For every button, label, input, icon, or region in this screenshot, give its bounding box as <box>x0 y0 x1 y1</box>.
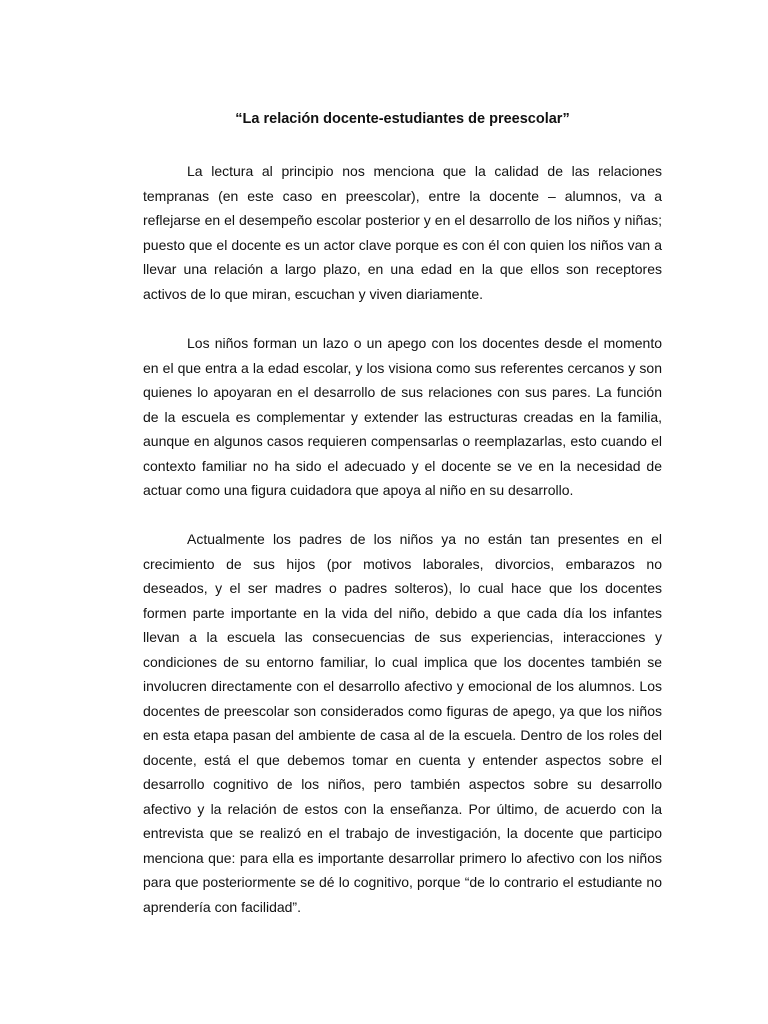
paragraph-3: Actualmente los padres de los niños ya no están tan presentes en el crecimiento de sus hijos (por motivos laborales, divorcios, embarazos no deseados, y el ser madres o padres solteros), lo cual hace que los docentes formen parte importante en la vida del niño, debido a que cada día los infantes llevan a la escuela las consecuencias de sus experiencias, interacciones y condiciones de su entorno familiar, lo cual implica que los docentes también se involucren directamente con el desarrollo afectivo y emocional de los alumnos. Los docentes de preescolar son considerados como figuras de apego, ya que los niños en esta etapa pasan del ambiente de casa al de la escuela. Dentro de los roles del docente, está el que debemos tomar en cuenta y entender aspectos sobre el desarrollo cognitivo de los niños, pero también aspectos sobre su desarrollo afectivo y la relación de estos con la enseñanza. Por último, de acuerdo con la entrevista que se realizó en el trabajo de investigación, la docente que participo menciona que: para ella es importante desarrollar primero lo afectivo con los niños para que posteriormente se dé lo cognitivo, porque “de lo contrario el estudiante no aprendería con facilidad”. <box>143 531 662 915</box>
paragraph-1: La lectura al principio nos menciona que la calidad de las relaciones tempranas (en este caso en preescolar), entre la docente – alumnos, va a reflejarse en el desempeño escolar posterior y en el desarrollo de los niños y niñas; puesto que el docente es un actor clave porque es con él con quien los niños van a llevar una relación a largo plazo, en una edad en la que ellos son receptores activos de lo que miran, escuchan y viven diariamente. <box>143 163 662 302</box>
document-title: “La relación docente-estudiantes de preescolar” <box>235 111 570 127</box>
paragraph-2: Los niños forman un lazo o un apego con los docentes desde el momento en el que entra a la edad escolar, y los visiona como sus referentes cercanos y son quienes lo apoyaran en el desarrollo de sus relaciones con sus pares. La función de la escuela es complementar y extender las estructuras creadas en la familia, aunque en algunos casos requieren compensarlas o reemplazarlas, esto cuando el contexto familiar no ha sido el adecuado y el docente se ve en la necesidad de actuar como una figura cuidadora que apoya al niño en su desarrollo. <box>143 335 662 498</box>
